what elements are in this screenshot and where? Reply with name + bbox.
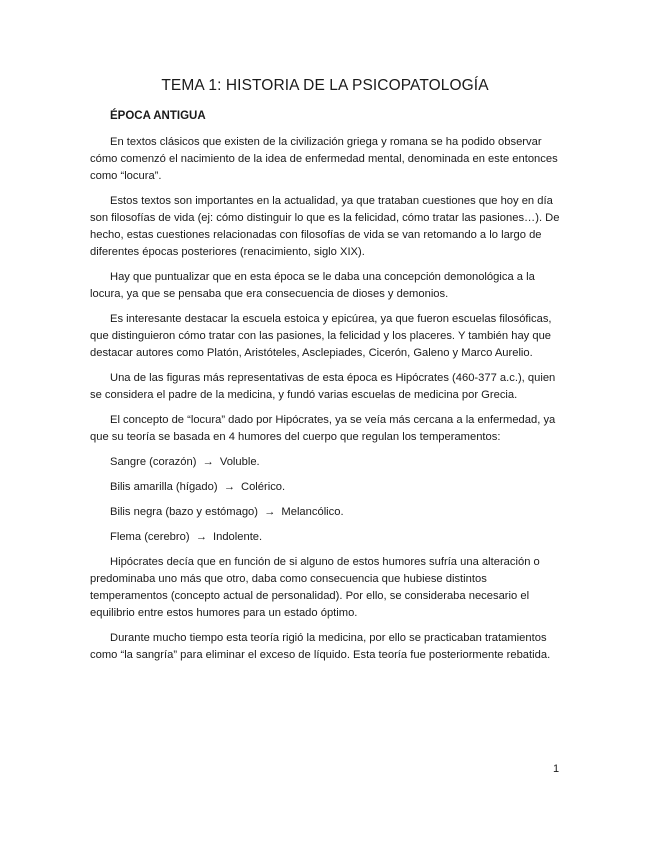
paragraph: En textos clásicos que existen de la civilización griega y romana se ha podido observar cómo comenzó el nacimiento de la idea de enfermedad mental, denominada en este entonces como “locura”.: [90, 136, 558, 182]
humor-temperament: Colérico.: [240, 481, 286, 493]
paragraph: El concepto de “locura” dado por Hipócrates, ya se veía más cercana a la enfermedad, ya que su teoría se basada en 4 humores del cuerpo que regulan los temperamentos:: [90, 414, 556, 443]
humor-name: Bilis negra (bazo y estómago): [110, 506, 258, 518]
paragraph: Hay que puntualizar que en esta época se le daba una concepción demonológica a la locura, ya que se pensaba que era consecuencia de dioses y demonios.: [90, 271, 535, 300]
paragraph: Hipócrates decía que en función de si alguno de estos humores sufría una alteración o predominaba uno más que otro, daba como consecuencia que hubiese distintos temperamentos (concepto actual de personalidad). Por ello, se consideraba necesario el equilibrio entre estos humores para un estado óptimo.: [90, 556, 540, 619]
arrow-right-icon: →: [223, 481, 235, 493]
humor-name: Bilis amarilla (hígado): [110, 481, 218, 493]
paragraph: Una de las figuras más representativas de esta época es Hipócrates (460-377 a.c.), quien se considera el padre de la medicina, y fundó varias escuelas de medicina por Grecia.: [90, 372, 556, 401]
humor-temperament: Melancólico.: [281, 506, 344, 518]
page-number: 1: [553, 763, 560, 775]
document-title: TEMA 1: HISTORIA DE LA PSICOPATOLOGÍA: [161, 77, 489, 94]
humor-item: [110, 454, 560, 471]
humor-item: [110, 504, 560, 521]
humor-item: [110, 529, 560, 546]
humor-temperament: Indolente.: [212, 531, 263, 543]
humor-name: Flema (cerebro): [110, 531, 190, 543]
humor-item: [110, 479, 560, 496]
arrow-right-icon: →: [195, 531, 207, 543]
paragraph: Durante mucho tiempo esta teoría rigió la medicina, por ello se practicaban tratamientos como “la sangría” para eliminar el exceso de líquido. Esta teoría fue posteriormente rebatida.: [90, 632, 551, 661]
arrow-right-icon: →: [264, 506, 276, 518]
humor-name: Sangre (corazón): [110, 456, 197, 468]
paragraph: Estos textos son importantes en la actualidad, ya que trataban cuestiones que hoy en día son filosofías de vida (ej: cómo distinguir lo que es la felicidad, cómo tratar las pasiones…). De hecho, estas cuestiones relacionadas con filosofías de vida se van retomando a lo largo de diferentes épocas posteriores (renacimiento, siglo XIX).: [90, 195, 560, 258]
arrow-right-icon: →: [202, 456, 214, 468]
paragraph: Es interesante destacar la escuela estoica y epicúrea, ya que fueron escuelas filosóficas, que distinguieron cómo tratar con las pasiones, la felicidad y los placeres. Y también hay que destacar autores como Platón, Aristóteles, Asclepiades, Cicerón, Galeno y Marco Aurelio.: [90, 313, 552, 359]
section-heading: ÉPOCA ANTIGUA: [110, 110, 206, 122]
humor-temperament: Voluble.: [219, 456, 260, 468]
